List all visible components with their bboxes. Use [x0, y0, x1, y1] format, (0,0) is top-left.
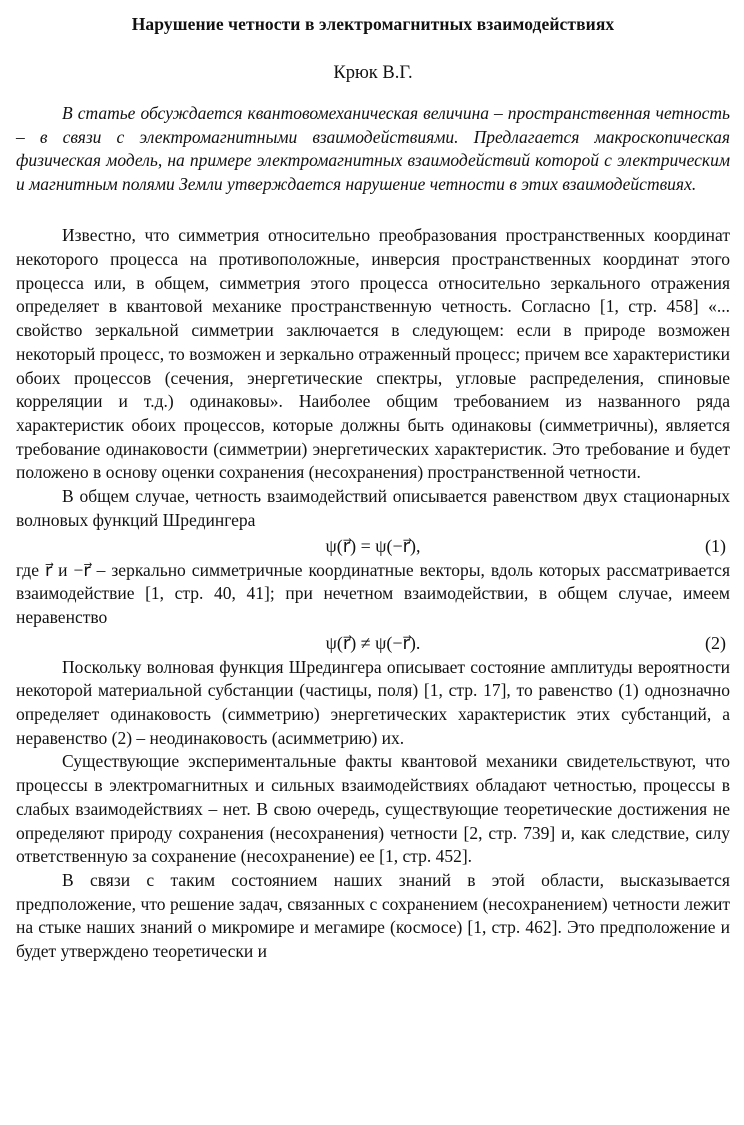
paragraph-6: В связи с таким состоянием наших знаний в этой области, высказывается предположение, что решение задач, связанных с сохранением (несохранением) четности лежит на стыке наших знаний о микромире и мегамире (космосе) [1, стр. 462]. Это предположение и будет утверждено теоретически и: [16, 869, 730, 962]
equation-1-expression: ψ(r⃗) = ψ(−r⃗),: [325, 535, 421, 556]
equation-1-number: (1): [705, 535, 726, 556]
equation-2-expression: ψ(r⃗) ≠ ψ(−r⃗).: [325, 632, 421, 653]
equation-2: [16, 630, 730, 656]
equation-1: [16, 533, 730, 559]
paragraph-4: Поскольку волновая функция Шредингера описывает состояние амплитуды вероятности некоторой материальной субстанции (частицы, поля) [1, стр. 17], то равенство (1) однозначно определяет одинаковость (симметрию) энергетических характеристик этих субстанций, а неравенство (2) – неодинаковость (асимметрию) их.: [16, 656, 730, 748]
paragraph-2: В общем случае, четность взаимодействий описывается равенством двух стационарных волновых функций Шредингера: [16, 486, 730, 530]
abstract: В статье обсуждается квантовомеханическая величина – пространственная четность – в связи с электромагнитными взаимодействиями. Предлагается макроскопическая физическая модель, на примере электромагнитных взаимодействий которой с электрическим и магнитным полями Земли утверждается нарушение четности в этих взаимодействиях.: [16, 103, 730, 194]
equation-2-number: (2): [705, 632, 726, 653]
author-name: Крюк В.Г.: [333, 63, 413, 83]
paragraph-5: Существующие экспериментальные факты квантовой механики свидетельствуют, что процессы в электромагнитных и сильных взаимодействиях обладают четностью, процессы в слабых взаимодействиях – нет. В свою очередь, существующие теоретические достижения не определяют природу сохранения (несохранения) четности [2, стр. 739] и, как следствие, силу ответственную за сохранение (несохранение) ее [1, стр. 452].: [16, 751, 730, 867]
paragraph-3: где r⃗ и −r⃗ – зеркально симметричные координатные векторы, вдоль которых рассматривается взаимодействие [1, стр. 40, 41]; при нечетном взаимодействии, в общем случае, имеем неравенство: [16, 559, 730, 627]
paragraph-1: Известно, что симметрия относительно преобразования пространственных координат некоторого процесса на противоположные, инверсия пространственных координат этого процесса или, в общем, симметрия этого процесса относительно зеркального отражения определяет в квантовой механике пространственную четность. Согласно [1, стр. 458] «... свойство зеркальной симметрии заключается в следующем: если в природе возможен некоторый процесс, то возможен и зеркально отраженный процесс; причем все характеристики обоих процессов (сечения, энергетические спектры, угловые распределения, спиновые корреляции и т.д.) одинаковы». Наиболее общим требованием из названного ряда характеристик обоих процессов, которые должны быть одинаковы (симметричны), является требование одинаковости (симметрии) энергетических характеристик. Это требование и будет положено в основу оценки сохранения (несохранения) пространственной четности.: [16, 225, 730, 483]
document-page: [16, 14, 730, 964]
article-title: Нарушение четности в электромагнитных взаимодействиях: [131, 14, 615, 34]
